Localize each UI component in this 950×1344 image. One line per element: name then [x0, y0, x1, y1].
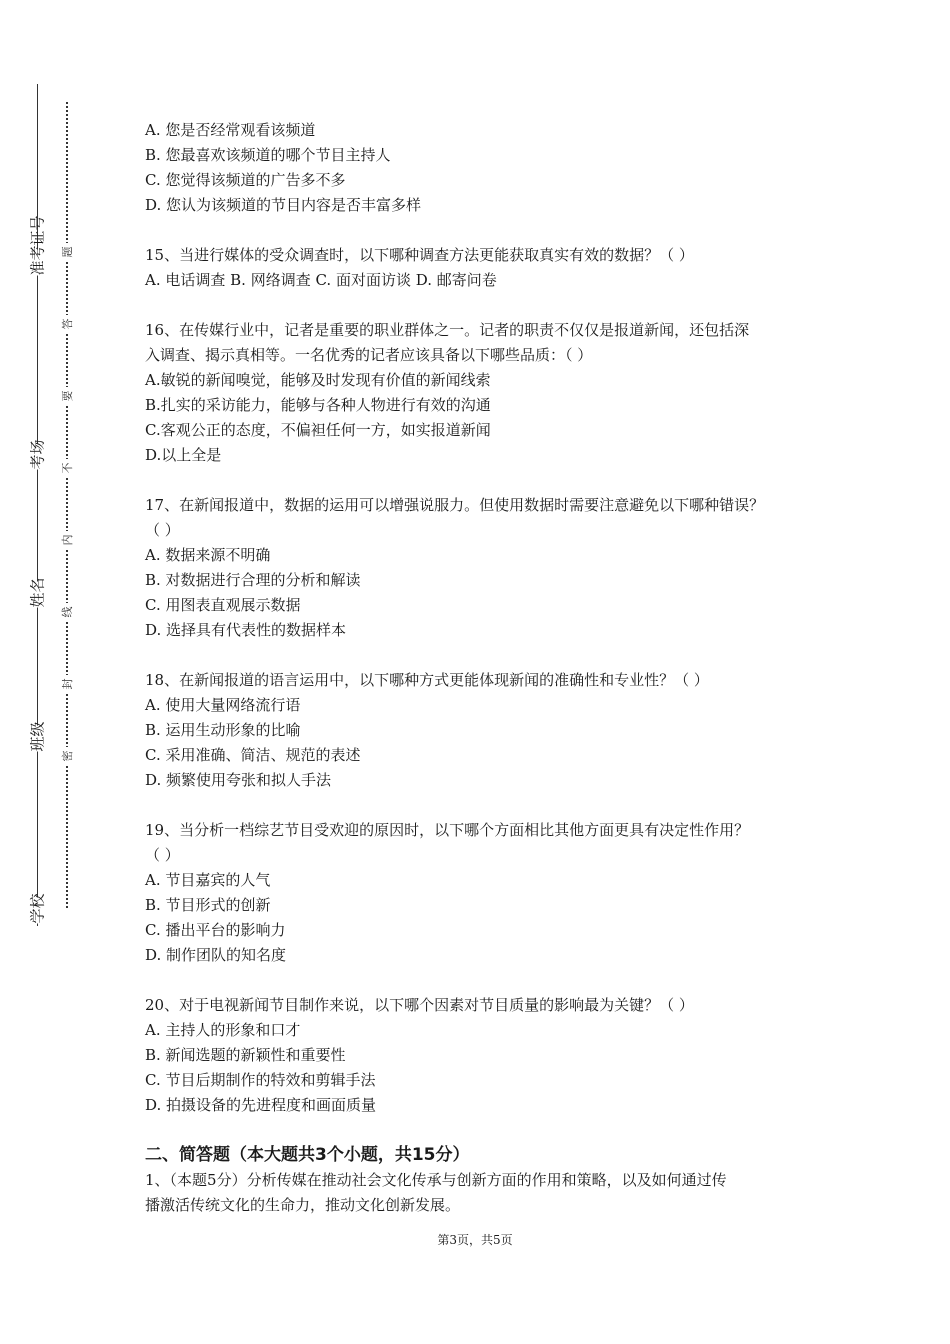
- seal-char: 不: [59, 459, 75, 477]
- seal-char: 密: [59, 747, 75, 765]
- option: A. 数据来源不明确: [145, 546, 271, 564]
- option: B. 您最喜欢该频道的哪个节目主持人: [145, 146, 391, 164]
- section-short-answer: [145, 1143, 825, 1218]
- question-stem: 19、当分析一档综艺节目受欢迎的原因时，以下哪个方面相比其他方面更具有决定性作用？: [145, 821, 750, 839]
- option: D. 拍摄设备的先进程度和画面质量: [145, 1096, 377, 1114]
- option: D. 选择具有代表性的数据样本: [145, 621, 347, 639]
- option: C. 采用准确、简洁、规范的表述: [145, 746, 361, 764]
- label-school: 学校: [28, 893, 47, 924]
- option: C. 用图表直观展示数据: [145, 596, 301, 614]
- question-16: [145, 318, 825, 468]
- question-stem: 18、在新闻报道的语言运用中，以下哪种方式更能体现新闻的准确性和专业性？（ ）: [145, 671, 709, 689]
- option: A. 节目嘉宾的人气: [145, 871, 271, 889]
- seal-char: 内: [59, 531, 75, 549]
- seal-char: 题: [59, 243, 75, 261]
- option: A. 电话调查 B. 网络调查 C. 面对面访谈 D. 邮寄问卷: [145, 271, 497, 289]
- seal-char: 线: [59, 603, 75, 621]
- label-exam-number: 准考证号: [28, 215, 47, 276]
- binding-solid-line: [37, 84, 38, 926]
- question-19: [145, 818, 825, 968]
- option: B. 节目形式的创新: [145, 896, 271, 914]
- label-exam-room: 考场: [28, 439, 47, 470]
- question-stem: 15、当进行媒体的受众调查时，以下哪种调查方法更能获取真实有效的数据？（ ）: [145, 246, 694, 264]
- question-stem: 17、在新闻报道中，数据的运用可以增强说服力。但使用数据时需要注意避免以下哪种错误？: [145, 496, 765, 514]
- question-stem: 16、在传媒行业中，记者是重要的职业群体之一。记者的职责不仅仅是报道新闻，还包括深: [145, 321, 750, 339]
- question-stem: （ ）: [145, 521, 180, 539]
- seal-char: 封: [59, 675, 75, 693]
- option: D. 制作团队的知名度: [145, 946, 287, 964]
- option: C. 播出平台的影响力: [145, 921, 286, 939]
- seal-char: 要: [59, 387, 75, 405]
- label-class: 班级: [28, 721, 47, 752]
- option: A. 您是否经常观看该频道: [145, 121, 316, 139]
- option: C. 您觉得该频道的广告多不多: [145, 171, 346, 189]
- option: D.以上全是: [145, 446, 222, 464]
- option: A. 使用大量网络流行语: [145, 696, 301, 714]
- exam-content: [145, 118, 825, 1218]
- section-title: 二、简答题（本大题共3个小题，共15分）: [145, 1145, 470, 1165]
- question-17: [145, 493, 825, 643]
- option: C. 节目后期制作的特效和剪辑手法: [145, 1071, 376, 1089]
- question-stem: （ ）: [145, 846, 180, 864]
- question-stem: 1、（本题5分）分析传媒在推动社会文化传承与创新方面的作用和策略，以及如何通过传: [145, 1171, 727, 1189]
- binding-margin: [22, 84, 46, 926]
- page-number: 第3页，共5页: [437, 1233, 513, 1247]
- option: D. 您认为该频道的节目内容是否丰富多样: [145, 196, 422, 214]
- option: B. 新闻选题的新颖性和重要性: [145, 1046, 346, 1064]
- option: D. 频繁使用夸张和拟人手法: [145, 771, 332, 789]
- question-20: [145, 993, 825, 1118]
- label-name: 姓名: [28, 577, 47, 608]
- question-stem: 20、对于电视新闻节目制作来说，以下哪个因素对节目质量的影响最为关键？（ ）: [145, 996, 694, 1014]
- option: B. 运用生动形象的比喻: [145, 721, 301, 739]
- question-15: [145, 243, 825, 293]
- option: B. 对数据进行合理的分析和解读: [145, 571, 361, 589]
- question-stem: 入调查、揭示真相等。一名优秀的记者应该具备以下哪些品质：（ ）: [145, 346, 593, 364]
- question-18: [145, 668, 825, 793]
- seal-dotted-line: [66, 102, 68, 908]
- option: A. 主持人的形象和口才: [145, 1021, 301, 1039]
- option: B.扎实的采访能力，能够与各种人物进行有效的沟通: [145, 396, 491, 414]
- option: C.客观公正的态度，不偏袒任何一方，如实报道新闻: [145, 421, 491, 439]
- seal-char: 答: [59, 315, 75, 333]
- question-14-options: [145, 118, 825, 218]
- question-stem: 播激活传统文化的生命力，推动文化创新发展。: [145, 1196, 461, 1214]
- option: A.敏锐的新闻嗅觉，能够及时发现有价值的新闻线索: [145, 371, 491, 389]
